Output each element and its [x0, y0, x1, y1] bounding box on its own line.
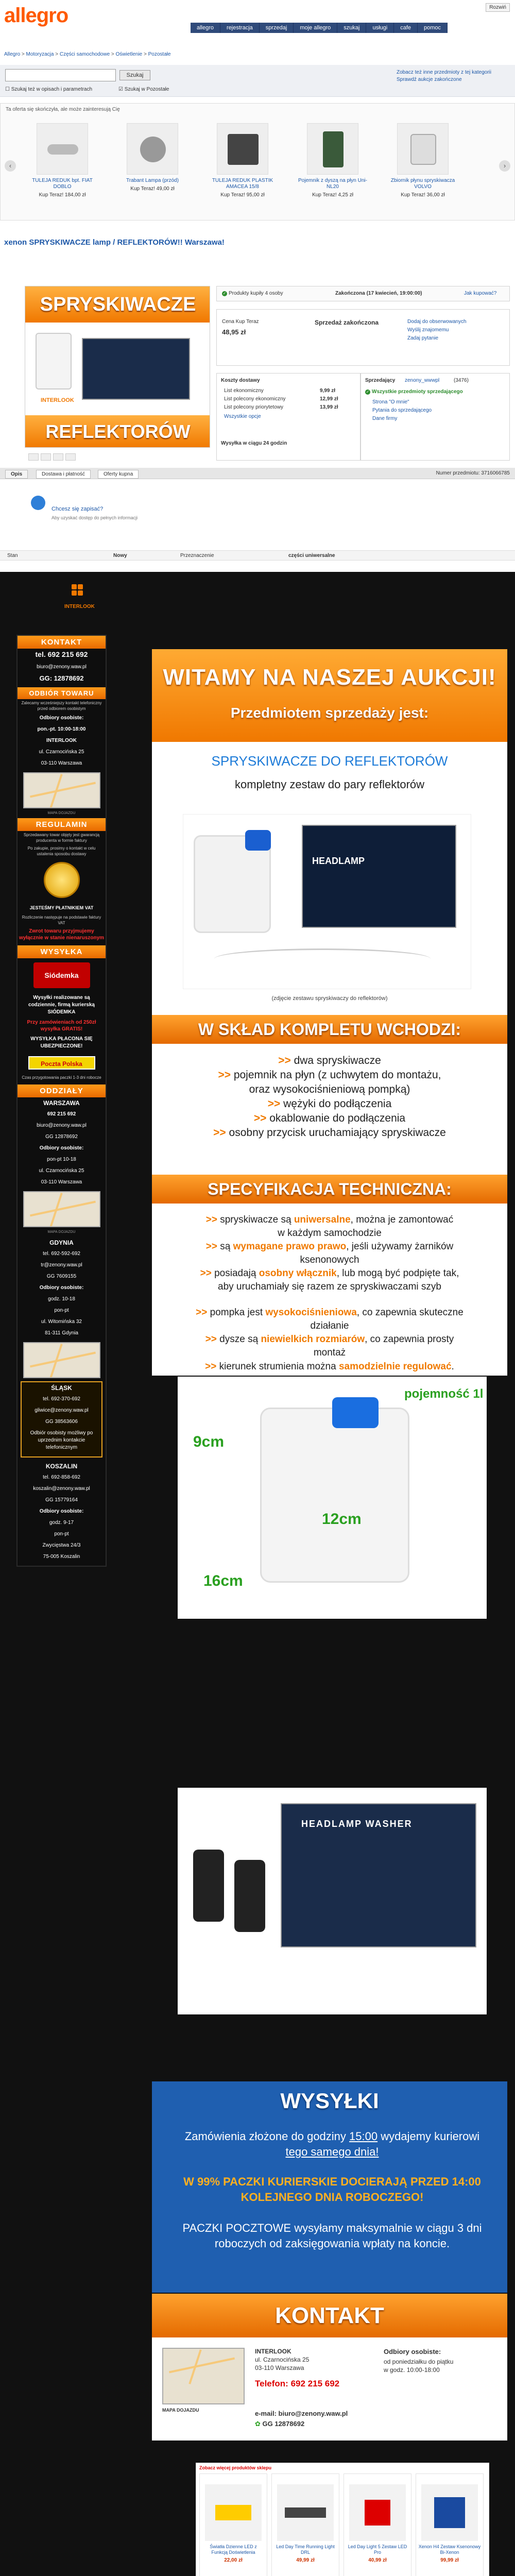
- branch-hours-title: Odbiory osobiste:: [39, 1285, 84, 1291]
- kit-photo: HEADLAMP: [183, 814, 471, 989]
- search-help: [397, 69, 510, 83]
- shipping-costs-panel: [216, 373, 360, 461]
- shipping-label: List polecony ekonomiczny: [224, 396, 286, 402]
- kit-list: [152, 1054, 507, 1140]
- contact-gg: ✿ GG 12878692: [255, 2420, 305, 2428]
- branch-hours: ul. Czarnocińska 25: [39, 1168, 84, 1174]
- sidebar-note: Czas przygotowania paczki 1-3 dni robocze: [22, 1075, 101, 1080]
- help-link-category[interactable]: Zobacz też inne przedmioty z tej kategorii: [397, 70, 491, 75]
- contact-hours: od poniedziałku do piątku: [384, 2358, 454, 2365]
- rec-image: [217, 123, 268, 175]
- branch-line[interactable]: koszalin@zenony.waw.pl: [33, 1486, 90, 1492]
- breadcrumb-item[interactable]: Części samochodowe: [59, 52, 110, 57]
- dimension-width: 12cm: [322, 1511, 362, 1528]
- breadcrumb-item[interactable]: Motoryzacja: [26, 52, 54, 57]
- welcome-title: WITAMY NA NASZEJ AUKCJI!: [163, 665, 496, 690]
- shipping-value: 13,99 zł: [320, 404, 338, 410]
- product-label-top: SPRYSKIWACZE: [25, 286, 210, 323]
- help-link-ended[interactable]: Sprawdź aukcje zakończone: [397, 77, 462, 82]
- rec-item[interactable]: Zbiornik płynu spryskiwacza VOLVO Kup Teraz! 36,00 zł: [387, 119, 459, 217]
- auction-info-bar: [216, 286, 510, 301]
- thumbnail[interactable]: [65, 453, 76, 461]
- sale-status: Sprzedaż zakończona: [315, 319, 379, 326]
- seller-rating[interactable]: (3476): [454, 378, 469, 383]
- all-shipping-link[interactable]: Wszystkie opcje: [224, 414, 261, 419]
- nozzle-shape: [193, 1850, 224, 1922]
- contact-box: [152, 2337, 507, 2441]
- nav-my-allegro[interactable]: moje allegro: [294, 23, 337, 33]
- branch-map-label[interactable]: MAPA DOJAZDU: [47, 1230, 76, 1234]
- thumbnail[interactable]: [53, 453, 63, 461]
- contact-map-label[interactable]: MAPA DOJAZDU: [162, 2408, 199, 2413]
- contact-address: ul. Czarnocińska 25: [255, 2356, 310, 2363]
- branch-hours-title: Odbiory osobiste:: [39, 1509, 84, 1514]
- sidebar-hours: pon.-pt. 10:00-18:00: [37, 726, 86, 732]
- search-row: [0, 65, 515, 97]
- branch-hours: ul. Witomińska 32: [41, 1319, 82, 1325]
- subscribe-sub: Aby uzyskać dostęp do pełnych informacji: [52, 515, 138, 520]
- contact-hours-title: Odbiory osobiste:: [384, 2348, 441, 2355]
- kit-item: >> okablowanie do podłączenia: [253, 1112, 406, 1124]
- nav-services[interactable]: usługi: [366, 23, 394, 33]
- rec-item[interactable]: Pojemnik z dyszą na płyn Uni-NL20 Kup Teraz! 4,25 zł: [297, 119, 369, 217]
- spec-item: >> spryskiwacze są uniwersalne, można je zamontować: [205, 1214, 454, 1225]
- product-subheading: kompletny zestaw do pary reflektorów: [234, 778, 425, 791]
- branch-hours: pon-pt: [54, 1531, 69, 1537]
- kit-caption: (zdjęcie zestawu spryskiwaczy do reflektorów): [271, 995, 388, 1002]
- washer-tank-shape: [36, 333, 72, 389]
- spec-item: >> kierunek strumienia można samodzielnie regulować.: [205, 1361, 454, 1372]
- dispatch-time: Wysyłka w ciągu 24 godzin: [221, 440, 287, 446]
- sidebar-note: Po zakupie, prosimy o kontakt w celu ustalenia sposobu dostawy: [27, 846, 96, 856]
- nozzles-photo: [178, 1788, 487, 2014]
- branch-line: tel. 692-370-692: [43, 1396, 80, 1402]
- nav-register[interactable]: rejestracja: [220, 23, 260, 33]
- branch-hours: pon-pt: [54, 1308, 69, 1313]
- spec-item: >> są wymagane prawo prawo, jeśli używamy żarników: [205, 1241, 454, 1252]
- contact-email[interactable]: e-mail: biuro@zenony.waw.pl: [255, 2410, 348, 2417]
- site-header: [0, 0, 515, 47]
- tank-shape: [260, 1408, 409, 1583]
- param-label: Przeznaczenie: [180, 553, 214, 558]
- branch-city: WARSZAWA: [43, 1099, 80, 1107]
- kit-item: >> dwa spryskiwacze: [278, 1055, 381, 1066]
- rec-image: [37, 123, 88, 175]
- sidebar-hours-title: Odbiory osobiste:: [39, 715, 84, 721]
- shop-item[interactable]: Led Day Time Running Light DRL 49,99 zł: [271, 2473, 339, 2576]
- price-value: 48,95 zł: [222, 328, 246, 336]
- seller-panel: [360, 373, 510, 461]
- seller-title: Sprzedający: [365, 378, 396, 383]
- sidebar-note: Wysyłki realizowane są codziennie, firmą kurierską SIÓDEMKA: [28, 995, 95, 1015]
- shop-item[interactable]: Led Day Light 5 Zestaw LED Pro 40,99 zł: [344, 2473, 411, 2576]
- sidebar-note: Rozliczenie następuje na podstawie faktury VAT: [22, 915, 101, 925]
- top-nav: [191, 23, 448, 33]
- branch-line: tel. 692-592-692: [43, 1251, 80, 1257]
- courier-logo: Siódemka: [33, 962, 90, 988]
- main-product-image[interactable]: [25, 286, 210, 448]
- shipping-label: List ekonomiczny: [224, 388, 264, 394]
- sidebar-note: Sprzedawany towar objęty jest gwarancją producenta w formie faktury: [23, 833, 100, 843]
- seller-name[interactable]: zenony_wwwpl: [405, 378, 440, 383]
- seller-link[interactable]: Dane firmy: [372, 416, 398, 421]
- price-label: Cena Kup Teraz: [222, 319, 259, 325]
- branch-hours: godz. 9-17: [49, 1520, 74, 1526]
- shipping-info-line: roboczych od zaksięgowania wpłaty na koncie.: [214, 2237, 450, 2250]
- kit-item: >> osobny przycisk uruchamiający spryskiwacze: [213, 1127, 446, 1139]
- shop-item[interactable]: Światła Dzienne LED z Funkcją Doświetlenia 22,00 zł: [199, 2473, 267, 2576]
- branch-line[interactable]: tr@zenony.waw.pl: [41, 1262, 82, 1268]
- shipping-title: Koszty dostawy: [221, 378, 260, 383]
- sidebar: [16, 635, 107, 1567]
- breadcrumb-item[interactable]: Allegro: [4, 52, 21, 57]
- search-input[interactable]: [5, 69, 116, 81]
- shop-item[interactable]: Xenon H4 Zestaw Ksenonowy Bi-Xenon 99,99 zł: [416, 2473, 484, 2576]
- item-number: Numer przedmiotu: 3716066785: [436, 470, 510, 476]
- sidebar-map-label[interactable]: MAPA DOJAZDU: [47, 811, 76, 815]
- sidebar-note: WYSYŁKA PŁACONA SIĘ UBEZPIECZONE!: [30, 1036, 93, 1049]
- shipping-info-title: WYSYŁKI: [280, 2089, 379, 2113]
- contact-phone: Telefon: 692 215 692: [255, 2379, 340, 2388]
- recommendations: [0, 103, 515, 221]
- spec-item: ksenonowych: [300, 1255, 359, 1265]
- capacity-label: pojemność 1l: [404, 1387, 484, 1401]
- kit-item: >> pojemnik na płyn (z uchwytem do montażu,: [218, 1069, 441, 1081]
- sidebar-note: JESTEŚMY PŁATNIKIEM VAT: [29, 905, 94, 910]
- ask-question-link[interactable]: Zadaj pytanie: [407, 335, 439, 341]
- seller-shop-widget: [196, 2463, 489, 2576]
- branch-line[interactable]: gliwice@zenony.waw.pl: [35, 1408, 89, 1413]
- param-value: części uniwersalne: [288, 553, 335, 558]
- branch-line: GG 15779164: [45, 1497, 78, 1503]
- spec-item: >> posiadają osobny włącznik, lub mogą być podpięte tak,: [200, 1268, 459, 1279]
- image-thumbnails: [28, 453, 76, 461]
- branch-line[interactable]: biuro@zenony.waw.pl: [37, 1123, 87, 1128]
- spec-item: montaż: [313, 1347, 346, 1358]
- shipping-label: List polecony priorytetowy: [224, 404, 284, 410]
- branch-hours: Odbiór osobisty możliwy po uprzednim kontakcie telefonicznym: [30, 1430, 93, 1450]
- sidebar-promo: Przy zamówieniach od 250zł wysyłka GRATIS!: [27, 1020, 96, 1032]
- spec-list: [152, 1213, 507, 1294]
- shipping-value: 9,99 zł: [320, 388, 336, 394]
- shipping-info-line: tego samego dnia!: [285, 2145, 379, 2158]
- poczta-logo: Poczta Polska: [28, 1056, 95, 1070]
- rec-image: [127, 123, 178, 175]
- spec-item: działanie: [310, 1320, 349, 1331]
- silesia-branch-box: [21, 1381, 102, 1458]
- rec-image: [397, 123, 449, 175]
- product-label-bottom: REFLEKTORÓW: [25, 415, 210, 448]
- interlook-logo-text: INTERLOOK: [64, 604, 95, 609]
- nav-sell[interactable]: sprzedaj: [260, 23, 294, 33]
- washer-box-label: HEADLAMP WASHER: [301, 1819, 413, 1829]
- branch-hours: Zwycięstwa 24/3: [42, 1543, 81, 1548]
- send-friend-link[interactable]: Wyślij znajomemu: [407, 327, 449, 333]
- seller-link[interactable]: Strona "O mnie": [372, 399, 409, 405]
- sidebar-warning: Zwrot towaru przyjmujemy wyłącznie w stanie nienaruszonym: [19, 928, 105, 941]
- branch-hours: 03-110 Warszawa: [41, 1179, 82, 1185]
- shipping-info-line: PACZKI POCZTOWE wysyłamy maksymalnie w ciągu 3 dni: [182, 2222, 482, 2234]
- watch-link[interactable]: Dodaj do obserwowanych: [407, 319, 467, 325]
- search-option-descriptions[interactable]: ☐ Szukaj też w opisach i parametrach: [5, 87, 93, 92]
- rec-item[interactable]: TULEJA REDUK PLASTIK AMACEA 15/8 Kup Teraz! 95,00 zł: [207, 119, 279, 217]
- product-box-shape: [82, 338, 190, 400]
- nozzle-shape: [234, 1860, 265, 1932]
- sidebar-note: Zalecamy wcześniejszy kontakt telefoniczny przed odbiorem osobistym: [21, 701, 102, 711]
- sidebar-heading: WYSYŁKA: [18, 945, 106, 958]
- seller-badge: ✓ Wszystkie przedmioty sprzedającego: [366, 389, 463, 395]
- auction-title: xenon SPRYSKIWACZE lamp / REFLEKTORÓW!! Warszawa!: [4, 238, 225, 247]
- welcome-banner: [152, 649, 507, 742]
- prev-arrow-icon[interactable]: ‹: [5, 160, 16, 172]
- tab-shipping[interactable]: Dostawa i płatność: [36, 470, 91, 479]
- sidebar-phone: tel. 692 215 692: [35, 650, 88, 658]
- contact-map[interactable]: [162, 2348, 245, 2404]
- branch-line: GG 12878692: [45, 1134, 78, 1140]
- interlook-logo-icon: [70, 582, 90, 603]
- breadcrumb: Allegro > Motoryzacja > Części samochodowe > Oświetlenie > Pozostałe: [4, 52, 171, 57]
- brand-logo: INTERLOOK: [41, 397, 74, 403]
- tab-description[interactable]: Opis: [5, 470, 28, 479]
- sidebar-address: 03-110 Warszawa: [41, 760, 82, 766]
- sidebar-heading: REGULAMIN: [18, 818, 106, 831]
- gg-icon: ✿: [255, 2420, 263, 2428]
- dimension-depth: 16cm: [203, 1572, 243, 1589]
- branch-hours: pon-pt 10-18: [47, 1157, 76, 1162]
- rec-image: [307, 123, 358, 175]
- buyers-count: ✓ Produkty kupiły 4 osoby: [222, 291, 283, 296]
- guarantee-seal-icon: [44, 862, 80, 898]
- spec-item: aby uruchamiały się razem ze spryskiwaczami szyb: [218, 1281, 441, 1292]
- search-button[interactable]: Szukaj: [119, 70, 150, 80]
- subscribe-title[interactable]: Chcesz się zapisać?: [52, 506, 104, 512]
- sidebar-address: ul. Czarnocińska 25: [39, 749, 84, 755]
- contact-company: INTERLOOK: [255, 2348, 291, 2355]
- branch-line: tel. 692-858-692: [43, 1475, 80, 1480]
- how-to-buy-link[interactable]: Jak kupować?: [464, 291, 497, 296]
- contact-banner: KONTAKT: [152, 2294, 507, 2337]
- shipping-info-line: Zamówienia złożone do godziny 15:00 wydajemy kurierowi: [184, 2130, 480, 2143]
- shipping-info-panel: [152, 2081, 507, 2293]
- tabs-bar: [0, 468, 515, 479]
- product-heading: SPRYSKIWACZE DO REFLEKTORÓW: [211, 753, 448, 769]
- spec-item: >> pompka jest wysokociśnieniowa, co zapewnia skuteczne: [196, 1307, 464, 1318]
- contact-address: 03-110 Warszawa: [255, 2364, 304, 2371]
- welcome-subtitle: Przedmiotem sprzedaży jest:: [230, 705, 429, 721]
- branch-map[interactable]: [23, 1191, 100, 1227]
- nav-search[interactable]: szukaj: [337, 23, 366, 33]
- branch-hours: 75-005 Koszalin: [43, 1554, 80, 1560]
- login-toggle[interactable]: Rozwiń: [486, 3, 510, 12]
- spec-last-line: [152, 1360, 507, 1376]
- sidebar-heading: ODBIÓR TOWARU: [18, 687, 106, 699]
- sidebar-company: INTERLOOK: [46, 738, 77, 743]
- shipping-info-line: W 99% PACZKI KURIERSKIE DOCIERAJĄ PRZED 14:00: [183, 2175, 481, 2188]
- spec-ribbon: SPECYFIKACJA TECHNICZNA:: [152, 1175, 507, 1204]
- nav-help[interactable]: pomoc: [418, 23, 448, 33]
- ended-date: Zakończona (17 kwiecień, 19:00:00): [335, 291, 422, 296]
- params-table: [0, 550, 515, 561]
- branch-city: ŚLĄSK: [51, 1384, 72, 1392]
- sidebar-heading: KONTAKT: [18, 636, 106, 649]
- search-option-category[interactable]: ☑ Szukaj w Pozostałe: [118, 87, 169, 92]
- shipping-info-line: KOLEJNEGO DNIA ROBOCZEGO!: [241, 2191, 424, 2204]
- param-value: Nowy: [113, 553, 127, 558]
- rec-item[interactable]: TULEJA REDUK bpt. FIAT DOBLO Kup Teraz! 184,00 zł: [26, 119, 98, 217]
- contact-hours: w godz. 10:00-18:00: [384, 2366, 440, 2374]
- breadcrumb-item[interactable]: Oświetlenie: [115, 52, 143, 57]
- param-label: Stan: [7, 553, 18, 558]
- branch-hours: godz. 10-18: [48, 1296, 75, 1302]
- tank-cap-shape: [332, 1397, 379, 1428]
- branch-city: KOSZALIN: [45, 1463, 78, 1470]
- branch-map[interactable]: [23, 1342, 100, 1378]
- kit-item: oraz wysokociśnieniową pompką): [249, 1083, 410, 1095]
- allegro-logo[interactable]: allegro: [4, 4, 68, 27]
- price-panel: [216, 309, 510, 366]
- thumbnail[interactable]: [41, 453, 51, 461]
- dimension-height: 9cm: [193, 1433, 225, 1450]
- branch-line: GG 38563606: [45, 1419, 78, 1425]
- info-icon: [31, 496, 45, 510]
- breadcrumb-item[interactable]: Pozostałe: [148, 52, 171, 57]
- branch-hours-title: Odbiory osobiste:: [39, 1145, 84, 1151]
- branch-line: GG 7609155: [46, 1274, 77, 1279]
- kit-item: >> wężyki do podłączenia: [267, 1098, 392, 1110]
- rec-item[interactable]: Trabant Lampa (przód) Kup Teraz! 49,00 zł: [116, 119, 188, 217]
- shop-header: Zobacz więcej produktów sklepu: [199, 2465, 272, 2470]
- sidebar-email[interactable]: biuro@zenony.waw.pl: [37, 664, 87, 670]
- spec-list-continued: [152, 1306, 507, 1368]
- next-arrow-icon[interactable]: ›: [499, 160, 510, 172]
- branch-city: GDYNIA: [49, 1239, 74, 1246]
- shipping-value: 12,99 zł: [320, 396, 338, 402]
- nav-allegro[interactable]: allegro: [191, 23, 220, 33]
- tab-offers[interactable]: Oferty kupna: [98, 470, 139, 479]
- spec-item: >> dysze są niewielkich rozmiarów, co zapewnia prosty: [205, 1334, 454, 1345]
- sidebar-map[interactable]: [23, 772, 100, 808]
- sidebar-heading: ODDZIAŁY: [18, 1084, 106, 1097]
- product-description: [152, 742, 507, 1306]
- thumbnail[interactable]: [28, 453, 39, 461]
- branch-hours: 81-311 Gdynia: [45, 1330, 78, 1336]
- branch-line: 692 215 692: [47, 1111, 76, 1117]
- recommendations-header: Ta oferta się skończyła, ale może zainteresują Cię: [6, 107, 120, 112]
- sidebar-gg: GG: 12878692: [39, 674, 84, 682]
- kit-ribbon: W SKŁAD KOMPLETU WCHODZI:: [152, 1015, 507, 1044]
- spec-item: w każdym samochodzie: [278, 1228, 382, 1239]
- tank-dimensions-photo: [178, 1377, 487, 1619]
- seller-link[interactable]: Pytania do sprzedającego: [372, 408, 432, 413]
- nav-cafe[interactable]: cafe: [394, 23, 418, 33]
